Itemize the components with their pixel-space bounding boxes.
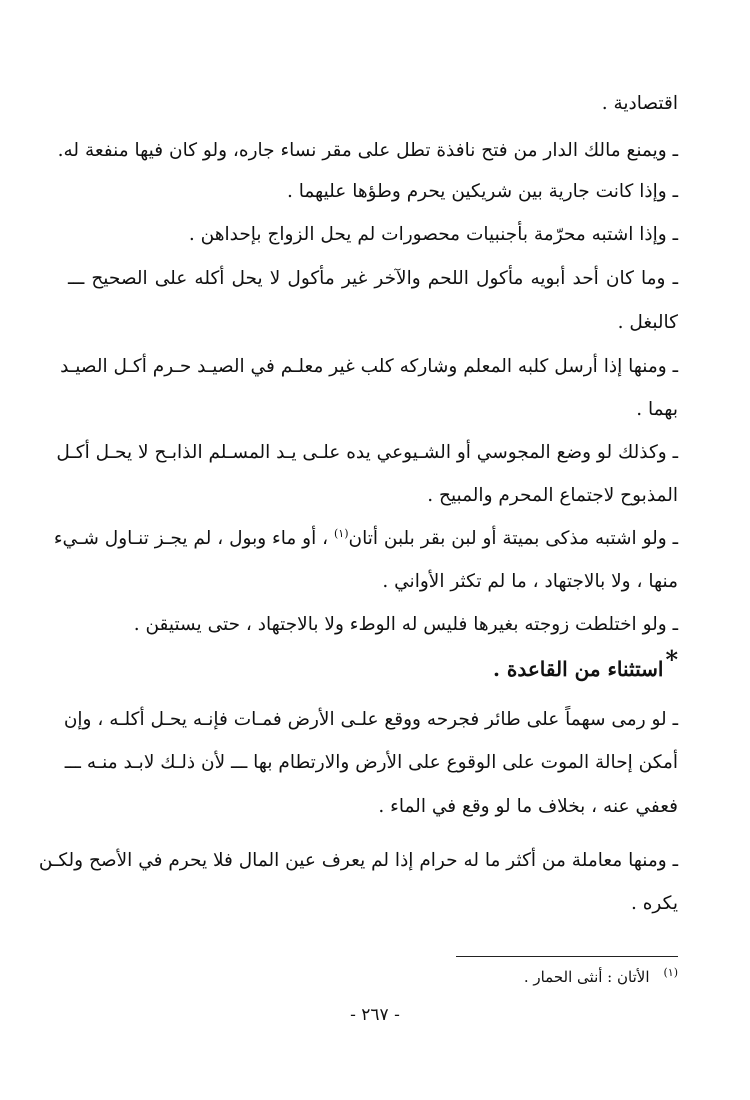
- footnote-text: الأتان : أنثى الحمار .: [523, 968, 650, 986]
- footnote-separator: [456, 956, 678, 957]
- footnote: [524, 966, 678, 990]
- text-line: اقتصادية .: [601, 93, 678, 114]
- footnote-mark: (١): [663, 966, 678, 979]
- text-line: ـ ولو اختلطت زوجته بغيرها فليس له الوطء ولا بالاجتهاد ، حتى يستيقن .: [133, 614, 678, 635]
- heading-star: *: [665, 645, 678, 674]
- text-line: المذبوح لاجتماع المحرم والمبيح .: [427, 485, 678, 506]
- text-line: ـ ومنها معاملة من أكثر ما له حرام إذا لم يعرف عين المال فلا يحرم في الأصح ولكـن: [38, 850, 678, 871]
- text-line: ـ وما كان أحد أبويه مأكول اللحم والآخر غير مأكول لا يحل أكله على الصحيح ـــ: [68, 268, 678, 289]
- text-segment: ـ ولو اشتبه مذكى بميتة أو لبن بقر بلبن أتان: [348, 528, 678, 549]
- section-heading: [492, 645, 678, 683]
- text-line: ـ وإذا كانت جارية بين شريكين يحرم وطؤها عليهما .: [286, 181, 678, 202]
- text-line-with-footnote-ref: [53, 526, 678, 554]
- text-line: يكره .: [630, 893, 678, 914]
- text-line: منها ، ولا بالاجتهاد ، ما لم تكثر الأواني .: [382, 571, 678, 592]
- text-line: أمكن إحالة الموت على الوقوع على الأرض والارتطام بها ـــ لأن ذلـك لابـد منـه ـــ: [64, 752, 678, 773]
- text-line: ـ ويمنع مالك الدار من فتح نافذة تطل على مقر نساء جاره، ولو كان فيها منفعة له.: [57, 140, 678, 161]
- text-line: ـ وإذا اشتبه محرّمة بأجنبيات محصورات لم يحل الزواج بإحداهن .: [188, 224, 678, 245]
- footnote-reference: (١): [333, 527, 349, 540]
- text-line: ـ لو رمى سهماً على طائر فجرحه ووقع علـى الأرض فمـات فإنـه يحـل أكلـه ، وإن: [63, 709, 678, 730]
- text-segment: ، أو ماء وبول ، لم يجـز تنـاول شـيء: [53, 528, 334, 549]
- text-line: ـ ومنها إذا أرسل كلبه المعلم وشاركه كلب غير معلـم في الصيـد حـرم أكـل الصيـد: [60, 356, 678, 377]
- text-line: فعفي عنه ، بخلاف ما لو وقع في الماء .: [378, 796, 678, 817]
- text-line: بهما .: [636, 399, 678, 420]
- text-line: كالبغل .: [617, 312, 678, 333]
- heading-text: استثناء من القاعدة .: [492, 657, 664, 681]
- page-number: - ٢٦٧ -: [350, 1005, 400, 1025]
- text-line: ـ وكذلك لو وضع المجوسي أو الشـيوعي يده علـى يـد المسـلم الذابـح لا يحـل أكـل: [56, 442, 678, 463]
